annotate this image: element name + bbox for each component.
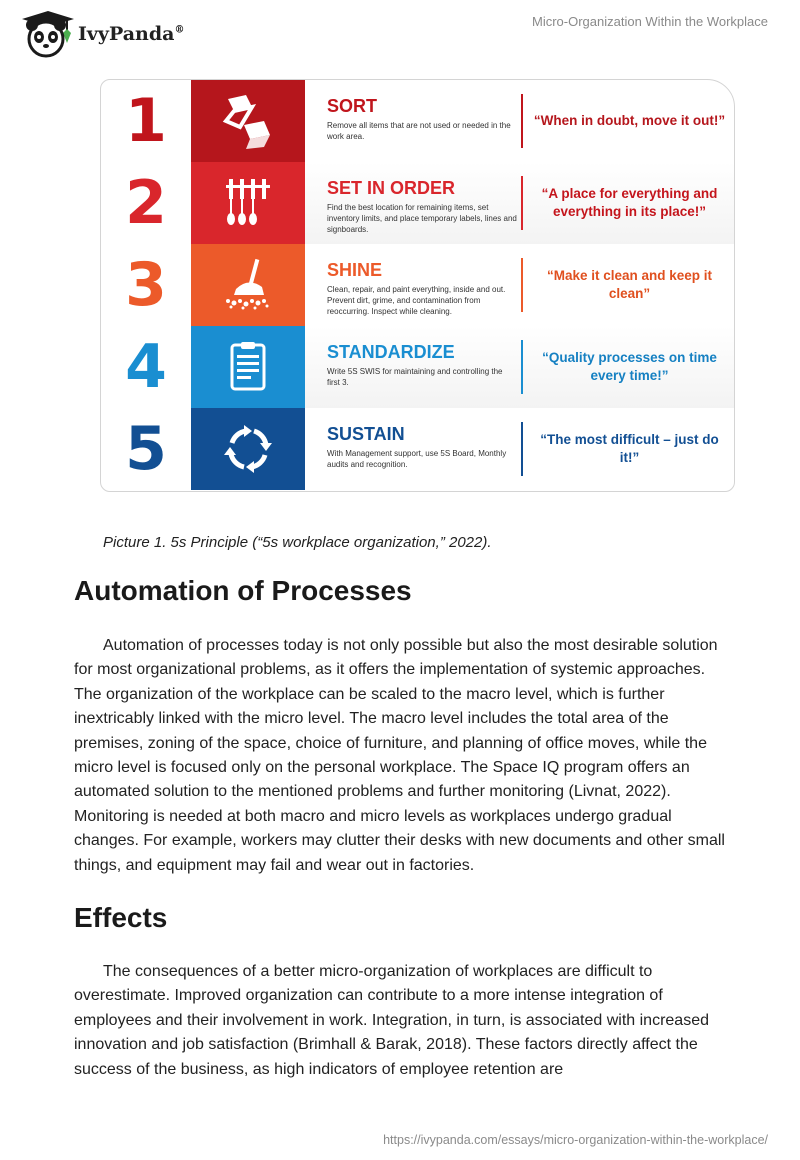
document-title: Micro-Organization Within the Workplace xyxy=(531,14,768,29)
step-row-shine xyxy=(101,244,734,326)
step-quote: “A place for everything and everything in its place!” xyxy=(525,162,734,244)
step-text xyxy=(305,244,527,326)
step-icon-panel xyxy=(191,162,305,244)
step-quote: “Make it clean and keep it clean” xyxy=(546,268,713,301)
step-text xyxy=(305,162,527,244)
step-quote: “Quality processes on time every time!” xyxy=(525,326,734,408)
step-row-standardize xyxy=(101,326,734,408)
step-row-sustain xyxy=(101,408,734,490)
section-heading-automation: Automation of Processes xyxy=(74,575,412,606)
step-icon-panel xyxy=(191,408,305,490)
step-title: STANDARDIZE xyxy=(327,342,455,362)
panda-logo-icon xyxy=(16,9,74,59)
logo-text: IvyPanda® xyxy=(78,23,185,45)
step-description: Remove all items that are not used or needed in the work area. xyxy=(327,121,511,141)
step-number: 2 xyxy=(125,168,167,238)
step-number: 1 xyxy=(125,86,167,156)
step-icon-panel xyxy=(191,326,305,408)
step-text xyxy=(305,408,527,490)
step-title: SORT xyxy=(327,96,378,116)
divider xyxy=(521,340,523,394)
cycle-arrows-icon xyxy=(218,419,278,479)
step-number: 5 xyxy=(125,414,167,484)
divider xyxy=(521,94,523,148)
step-number: 3 xyxy=(125,250,167,320)
figure-caption: Picture 1. 5s Principle (“5s workplace organization,” 2022). xyxy=(103,534,492,551)
broom-icon xyxy=(218,255,278,315)
step-quote: “When in doubt, move it out!” xyxy=(533,113,726,128)
step-description: Write 5S SWIS for maintaining and controlling the first 3. xyxy=(327,367,503,387)
step-title: SUSTAIN xyxy=(327,424,405,444)
step-description: With Management support, use 5S Board, Monthly audits and recognition. xyxy=(327,449,507,469)
section-paragraph-effects: The consequences of a better micro-organization of workplaces are difficult to overestimate. Improved organization can contribute to a more intense integration of employees and their involvement in work. Integration, in turn, is associated with increased innovation and job satisfaction (Brimhall & Barak, 2018). These factors directly affect the success of the business, as high indicators of employee retention are xyxy=(74,963,709,1078)
step-text xyxy=(305,80,527,162)
tools-rack-icon xyxy=(218,173,278,233)
step-description: Find the best location for remaining items, set inventory limits, and place temporary labels, lines and signboards. xyxy=(327,203,517,234)
step-icon-panel xyxy=(191,80,305,162)
5s-principle-figure xyxy=(100,79,735,492)
divider xyxy=(521,258,523,312)
step-description: Clean, repair, and paint everything, inside and out. Prevent dirt, grime, and contamination from reoccurring. Inspect while cleaning. xyxy=(327,285,506,316)
section-paragraph-automation: Automation of processes today is not only possible but also the most desirable solution for most organizational problems, as it offers the implementation of systemic approaches. The organization of the workplace can be scaled to the macro level, which is further inextricably linked with the micro level. The macro level includes the total area of the premises, zoning of the space, choice of furniture, and planning of office moves, while the micro level is focused only on the personal workplace. The Space IQ program offers an automated solution to the mentioned problems and further monitoring (Livnat, 2022). Monitoring is needed at both macro and micro levels as workplaces undergo gradual changes. For example, workers may clutter their desks with new documents and other small things, and equipment may fail and wear out in factories. xyxy=(74,637,725,874)
step-text xyxy=(305,326,527,408)
ivypanda-logo[interactable] xyxy=(16,9,184,59)
page-url[interactable]: https://ivypanda.com/essays/micro-organization-within-the-workplace/ xyxy=(383,1133,768,1147)
step-row-sort xyxy=(101,80,734,162)
divider xyxy=(521,422,523,476)
step-quote: “The most difficult – just do it!” xyxy=(540,432,719,465)
divider xyxy=(521,176,523,230)
sort-boxes-icon xyxy=(218,91,278,151)
page-header xyxy=(0,0,800,70)
step-icon-panel xyxy=(191,244,305,326)
section-heading-effects: Effects xyxy=(74,902,168,933)
step-number: 4 xyxy=(125,332,167,402)
step-title: SET IN ORDER xyxy=(327,178,456,198)
clipboard-icon xyxy=(218,337,278,397)
step-row-set-in-order xyxy=(101,162,734,244)
step-title: SHINE xyxy=(327,260,383,280)
